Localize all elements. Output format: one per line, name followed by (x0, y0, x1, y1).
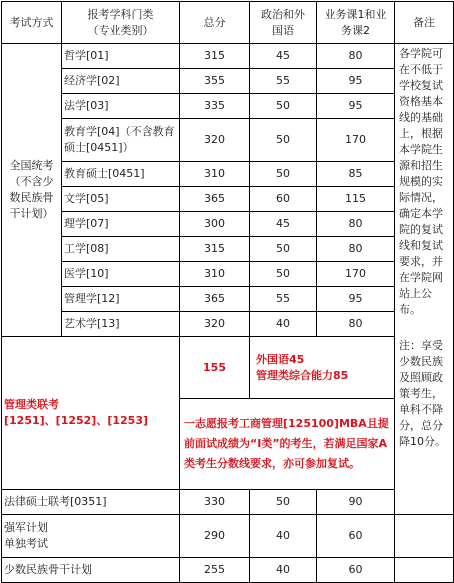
remark-empty (395, 515, 454, 558)
subject-name: 艺术学[13] (62, 312, 180, 337)
courses-score: 80 (317, 212, 395, 237)
total-score: 365 (180, 187, 250, 212)
subject-name: 管理学[12] (62, 287, 180, 312)
remark-empty (395, 558, 454, 583)
table-row (2, 187, 454, 212)
total-score: 320 (180, 119, 250, 162)
management-note: 一志愿报考工商管理[125100]MBA且提前面试成绩为“Ⅰ类”的考生，若满足国家A类考生分数线要求，亦可参加复试。 (180, 399, 395, 490)
management-label (2, 337, 180, 490)
management-line1: 外国语45 (256, 352, 305, 366)
table-row (2, 44, 454, 69)
military-name (2, 515, 180, 558)
subject-name: 经济学[02] (62, 69, 180, 94)
politics-score: 50 (250, 119, 317, 162)
subject-name: 哲学[01] (62, 44, 180, 69)
courses-score: 95 (317, 69, 395, 94)
method-line: 干计划） (9, 207, 54, 220)
total-score: 365 (180, 287, 250, 312)
politics-score: 60 (250, 187, 317, 212)
header-total: 总分 (180, 2, 250, 44)
header-politics-line2: 国语 (272, 23, 294, 37)
header-category (62, 2, 180, 44)
courses-score: 80 (317, 312, 395, 337)
courses-score: 90 (317, 490, 395, 515)
politics-score: 50 (250, 162, 317, 187)
table-row (2, 515, 454, 558)
header-courses-line2: 务课2 (341, 23, 370, 37)
method-line: 数民族骨 (9, 191, 54, 204)
courses-score: 60 (317, 515, 395, 558)
header-method: 考试方式 (2, 2, 62, 44)
subject-name: 法学[03] (62, 94, 180, 119)
table-row (2, 287, 454, 312)
courses-score: 115 (317, 187, 395, 212)
total-score: 320 (180, 312, 250, 337)
table-row (2, 212, 454, 237)
total-score: 355 (180, 69, 250, 94)
header-courses (317, 2, 395, 44)
management-line2: 管理类综合能力85 (256, 368, 349, 382)
minority-name: 少数民族骨干计划 (2, 558, 180, 583)
courses-score: 80 (317, 237, 395, 262)
politics-score: 50 (250, 94, 317, 119)
total-score: 310 (180, 162, 250, 187)
politics-score: 55 (250, 287, 317, 312)
remark-note: 注：享受少数民族及照顾政策考生，单科不降分，总分降10分。 (399, 339, 446, 448)
subject-name: 理学[07] (62, 212, 180, 237)
table-row (2, 262, 454, 287)
politics-score: 50 (250, 490, 317, 515)
total-score: 315 (180, 237, 250, 262)
header-category-line2: （专业类别） (87, 23, 154, 37)
management-row (2, 337, 454, 399)
header-courses-line1: 业务课1和业 (324, 7, 387, 21)
total-score: 330 (180, 490, 250, 515)
politics-score: 50 (250, 237, 317, 262)
table-row (2, 237, 454, 262)
total-score: 290 (180, 515, 250, 558)
politics-score: 50 (250, 262, 317, 287)
table-row (2, 69, 454, 94)
table-row (2, 490, 454, 515)
total-score: 310 (180, 262, 250, 287)
header-politics-line1: 政治和外 (261, 7, 305, 21)
management-total: 155 (180, 337, 250, 399)
courses-score: 85 (317, 162, 395, 187)
method-unified-exam (2, 44, 62, 337)
politics-score: 40 (250, 312, 317, 337)
total-score: 300 (180, 212, 250, 237)
subject-name: 工学[08] (62, 237, 180, 262)
military-name-line2: 单独考试 (4, 537, 48, 550)
table-row (2, 558, 454, 583)
total-score: 255 (180, 558, 250, 583)
header-row (2, 2, 454, 44)
header-category-line1: 报考学科门类 (87, 7, 154, 21)
subject-name: 教育硕士[0451] (62, 162, 180, 187)
total-score: 335 (180, 94, 250, 119)
subject-name: 文学[05] (62, 187, 180, 212)
table-row (2, 162, 454, 187)
method-line: 全国统考 (9, 159, 54, 172)
politics-score: 45 (250, 212, 317, 237)
courses-score: 60 (317, 558, 395, 583)
law-name: 法律硕士联考[0351] (2, 490, 180, 515)
management-subscores (250, 337, 395, 399)
management-label-line1: 管理类联考 (4, 398, 59, 411)
subject-name: 教育学[04]（不含教育硕士[0451]） (62, 119, 180, 162)
table-row (2, 94, 454, 119)
politics-score: 45 (250, 44, 317, 69)
table-row (2, 119, 454, 162)
remark-text: 各学院可在不低于学校复试资格基本线的基础上，根据本学院生源和招生规模的实际情况，确定本学院的复试线和复试要求，并在学院网站上公布。 (399, 47, 443, 316)
header-politics (250, 2, 317, 44)
subject-name: 医学[10] (62, 262, 180, 287)
total-score: 315 (180, 44, 250, 69)
management-label-codes: [1251]、[1252]、[1253] (4, 414, 149, 427)
courses-score: 170 (317, 119, 395, 162)
politics-score: 40 (250, 515, 317, 558)
table-row (2, 312, 454, 337)
courses-score: 170 (317, 262, 395, 287)
courses-score: 80 (317, 44, 395, 69)
courses-score: 95 (317, 287, 395, 312)
politics-score: 55 (250, 69, 317, 94)
politics-score: 40 (250, 558, 317, 583)
military-name-line1: 强军计划 (4, 521, 48, 534)
remark-spacer (399, 318, 451, 338)
header-remark: 备注 (395, 2, 454, 44)
courses-score: 95 (317, 94, 395, 119)
method-line: （不含少 (9, 175, 54, 188)
score-table (1, 1, 454, 583)
remark-cell (395, 44, 454, 515)
